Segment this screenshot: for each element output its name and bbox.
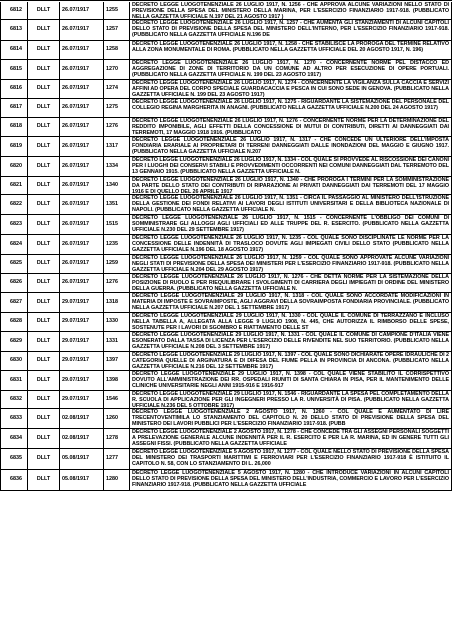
- decree-date: 02.08/1917: [59, 409, 103, 428]
- act-type: DLLT: [27, 137, 59, 156]
- law-number: 1397: [103, 352, 129, 370]
- decree-number: 6832: [0, 391, 27, 408]
- act-type: DLLT: [27, 429, 59, 448]
- decree-date: 26.07/1917: [59, 80, 103, 98]
- table-row: [0, 449, 452, 470]
- decree-date: 26.07/1917: [59, 235, 103, 254]
- law-number: 1275: [103, 99, 129, 117]
- act-type: DLLT: [27, 470, 59, 490]
- decree-description: DECRETO LEGGE LUOGOTENENZIALE 26 LUGLIO 1917, N. 1351 - CIRCA IL PASSAGGIO AL MINISTERO DELL'ISTRUZIONE DELLA GESTIONE DEI FONDI RELATIVI AI LAVORI DEGLI ISTITUTI UNIVERSITARI E DELLA BIBLIOTECA NAZIONALE DI NAPOLI. (PUBBLICATO NELLA GAZZETTA UFFICIALE N.: [129, 195, 452, 214]
- decree-date: 26.07/1917: [59, 274, 103, 292]
- decree-number: 6834: [0, 429, 27, 448]
- table-row: [0, 41, 452, 60]
- table-row: [0, 313, 452, 332]
- table-row: [0, 352, 452, 371]
- act-type: DLLT: [27, 313, 59, 331]
- decree-number: 6814: [0, 41, 27, 59]
- decree-date: 26.07/1917: [59, 157, 103, 176]
- act-type: DLLT: [27, 449, 59, 469]
- decree-number: 6818: [0, 118, 27, 136]
- law-number: 1274: [103, 80, 129, 98]
- decree-description: DECRETO LEGGE LUOGOTENENZIALE 29 LUGLIO 1917, N. 1546 - RIGUARDANTE LA SPESA PEL COMPLETAMENTO DELLA R. SCUOLA DI APPLICAZIONE PER GLI INGEGNERI PRESSO LA R. UNIVERSITÀ DI PISA. (PUBBLICATO NELLA GAZZETTA UFFICIALE N.236 DEL 5 OTTOBRE 1917): [129, 391, 452, 408]
- act-type: DLLT: [27, 177, 59, 194]
- law-number: 1331: [103, 332, 129, 351]
- decree-number: 6836: [0, 470, 27, 490]
- decree-date: 05.08/1917: [59, 449, 103, 469]
- table-row: [0, 470, 452, 491]
- table-row: [0, 195, 452, 215]
- decree-description: DECRETO LEGGE LUOGOTENENZIALE 26 LUGLIO 1917, N. 1256 - CHE APPROVA ALCUNE VARIAZIONI NELLO STATO DI PREVISIONE DELLA SPESA DEL MINISTERO DELLA MARINA, PER L'ESERCIZIO FINANZIARIO 1917-918. (PUBBLICATO NELLA GAZZETTA UFFICIALE N.197 DEL 21 AGOSTO 1917 ): [129, 2, 452, 19]
- decree-date: 29.07/1917: [59, 332, 103, 351]
- decree-number: 6833: [0, 409, 27, 428]
- law-number: 1258: [103, 41, 129, 59]
- table-row: [0, 235, 452, 255]
- table-row: [0, 80, 452, 99]
- decree-date: 26.07/1917: [59, 255, 103, 273]
- act-type: DLLT: [27, 293, 59, 312]
- table-row: [0, 137, 452, 157]
- decree-date: 26.07/1917: [59, 2, 103, 19]
- act-type: DLLT: [27, 332, 59, 351]
- decree-description: DECRETO LEGGE LUOGOTENENZIALE 26 LUGLIO 1917, N. 1258 - CHE STABILISCE LA PROROGA DEL TERMINE RELATIVO ALLA ZONA MONUMENTALE DI ROMA. (PUBBLICATO NELLA GAZZETTA UFFICIALE DEL 20 AGOSTO 1917, N. 196): [129, 41, 452, 59]
- table-row: [0, 274, 452, 293]
- decree-description: DECRETO LEGGE LUOGOTENENZIALE 26 LUGLIO 1917, N. 1275 - RIGUARDANTE LA SISTEMAZIONE DEL PERSONALE DEL COLLEGIO REGINA MARGHERITA IN ANAGNI. (PUBBLICATO NELLA GAZZETTA UFFICIALE N.200 DEL 24 AGOSTO 1917): [129, 99, 452, 117]
- law-number: 1546: [103, 391, 129, 408]
- table-row: [0, 371, 452, 391]
- act-type: DLLT: [27, 195, 59, 214]
- law-number: 1259: [103, 255, 129, 273]
- decree-number: 6835: [0, 449, 27, 469]
- table-row: [0, 332, 452, 352]
- decree-description: DECRETO LEGGE LUOGOTENENZIALE 26 LUGLIO 1917, N. 1276 - CHE DETTA NORME PER LA SISTEMAZIONE DELLA POSIZIONE DI RUOLO E PER RIEQUILIBRARE I SVOLGIMENTI DI CARRIERA DEGLI IMPIEGATI DI ORDINE DEL MINISTERO DELLA GUERRA. (PUBBLICATO NELLA GAZZETTA UFFICIALE N.: [129, 274, 452, 292]
- decree-description: DECRETO LEGGE LUOGOTENENZIALE 26 LUGLIO 1917, N. 1334 - COL QUALE SI PROVVEDE AL RISCOSSIONE DEI CANONI PER I LUOGHI DEI CONSERVI STABILI E PROVVEDIMENTI OCCORRENTI NEI COMUNI DANNEGGIATI DAL TERREMOTO DEL 13 GENNAIO 1915. (PUBBLICATO NELLA GAZZETTA UFFICIALE N.: [129, 157, 452, 176]
- decree-description: DECRETO LEGGE LUOGOTENENZIALE 29 LUGLIO 1917, N. 1331 - COL QUALE IL COMUNE DI CAMPIONE D'ITALIA VIENE ESONERATO DALLA TASSA DI LICENZA PER L'ESERCIZIO DELLE RIVENDITE NEL SUO TERRITORIO. (PUBBLICATO NELLA GAZZETTA UFFICIALE N.208 DEL 3 SETTEMBRE 1917): [129, 332, 452, 351]
- decree-date: 26.07/1917: [59, 60, 103, 79]
- act-type: DLLT: [27, 274, 59, 292]
- table-row: [0, 177, 452, 195]
- law-number: 1260: [103, 409, 129, 428]
- law-number: 1235: [103, 235, 129, 254]
- decree-date: 26.07/1917: [59, 215, 103, 234]
- decree-number: 6828: [0, 313, 27, 331]
- decree-date: 26.07/1917: [59, 41, 103, 59]
- act-type: DLLT: [27, 409, 59, 428]
- table-row: [0, 60, 452, 80]
- decree-date: 26.07/1917: [59, 137, 103, 156]
- decree-number: 6816: [0, 80, 27, 98]
- decree-number: 6815: [0, 60, 27, 79]
- decree-description: DECRETO LEGGE LUOGOTENENZIALE 26 LUGLIO 1917, N. 1235 - COL QUALE SONO DISCIPLINATE LE NORME PER LA CONCESSIONE DELLE INDENNITÀ DI TRASLOCO DOVUTE AGLI IMPIEGATI CIVILI DELLO STATO (PUBBLICATO NELLA GAZZETTA UFFICIALE N.196 DEL 18 AGOSTO 1917): [129, 235, 452, 254]
- law-number: 1398: [103, 371, 129, 390]
- decree-date: 29.07/1917: [59, 293, 103, 312]
- decree-description: DECRETO LEGGE LUOGOTENENZIALE 29 LUGLIO 1917, N. 1398 - COL QUALE VIENE STABILITO IL CORRISPETTIVO DOVUTO ALL'AMMINISTRAZIONE DEI RR. OSPEDALI RIUNITI DI SANTA CHIARA IN PISA, PER IL MANTENIMENTO DELLE CLINICHE UNIVERSITARIE NEGLI ANNI 1915-916 E 1916-917: [129, 371, 452, 390]
- act-type: DLLT: [27, 157, 59, 176]
- decree-description: DECRETO LEGGE LUOGOTENENZIALE 26 LUGLIO 1917, N. 1276 - CONCERNENTE NORME PER LA DETERMINAZIONE DEL REDDITO IMPONIBILE, AGLI EFFETTI DELLA CONCESSIONE DI MUTUI DI CONTRIBUTI, DIRETTI AI DANNEGGIATI DAI TERREMOTI, 17 MAGGIO 1918 1916. (PUBBLICATO: [129, 118, 452, 136]
- decree-description: DECRETO LEGGE LUOGOTENENZIALE 26 LUGLIO 1917, N. 1515 - CONCERNENTE L'OBBLIGO DEI COMUNI DI SOMMINISTRARE GLI ALLOGGI AGLI UFFICIALI ED ALLE TRUPPE DEL R. ESERCITO. (PUBBLICATO NELLA GAZZETTA UFFICIALE N.230 DEL 29 SETTEMBRE 1917): [129, 215, 452, 234]
- law-number: 1270: [103, 60, 129, 79]
- decree-description: DECRETO LEGGE LUOGOTENENZIALE 26 LUGLIO 1917, N. 1257 - CHE AUMENTA GLI STANZIAMENTI DI ALCUNI CAPITOLI DELLO STATO DI PREVISIONE DELLA SPESA DEL MINISTERO DELL'INTERNO, PER L'ESERCIZIO FINANZIARIO 1917-918. (PUBBLICATO NELLA GAZZETTA UFFICIALE N.196 DE: [129, 20, 452, 40]
- decree-number: 6813: [0, 20, 27, 40]
- decree-number: 6824: [0, 235, 27, 254]
- decree-date: 26.07/1917: [59, 118, 103, 136]
- decree-date: 26.07/1917: [59, 177, 103, 194]
- law-number: 1340: [103, 177, 129, 194]
- law-number: 1277: [103, 449, 129, 469]
- act-type: DLLT: [27, 2, 59, 19]
- law-number: 1280: [103, 470, 129, 490]
- decree-number: 6825: [0, 255, 27, 273]
- decree-date: 26.07/1917: [59, 99, 103, 117]
- law-number: 1257: [103, 20, 129, 40]
- decree-number: 6823: [0, 215, 27, 234]
- decree-date: 05.08/1917: [59, 470, 103, 490]
- decree-description: DECRETO LEGGE LUOGOTENENZIALE 2 AGOSTO 1917, N. 1278 - CHE CONCEDE TRA GLI ASSEGNI PERSONALI SOGGETTI A PRELEVAZIONE GENERALE ALCUNE INDENNITÀ PER IL R. ESERCITO E PER LA R. MARINA, ED IN GENERE TUTTI GLI ASSEGNI FISSI. (PUBBLICATO NELLA GAZZETTA UFFICIALE: [129, 429, 452, 448]
- decree-description: DECRETO LEGGE LUOGOTENENZIALE 26 LUGLIO 1917, N. 1274 - CONCERNENTE LA VIGILANZA SULLA CACCIA E SERVIZI AFFINI AD OPERA DEL CORPO SPECIALE GUARDACACCIA E PESCA IN CUI SONO SEDE IN GENOVA. (PUBBLICATO NELLA GAZZETTA UFFICIALE N. 199 DEL 23 AGOSTO 1917): [129, 80, 452, 98]
- decree-date: 26.07/1917: [59, 20, 103, 40]
- table-row: [0, 293, 452, 313]
- decree-description: DECRETO LEGGE LUOGOTENENZIALE 29 LUGLIO 1917, N. 1318 - COL QUALE SONO ACCORDATE MODIFICAZIONI IN MATERIA DI IMPOSTE E SOVRAIMPOSTE, AGLI AGGRAVI DELLA SOVRAIMPOSTA FONDIARIA PROVINCIALE. (PUBBLICATO NELLA GAZZETTA UFFICIALE N.207 DEL 1 SETTEMBRE 1917): [129, 293, 452, 312]
- law-number: 1276: [103, 118, 129, 136]
- decree-number: 6831: [0, 371, 27, 390]
- act-type: DLLT: [27, 60, 59, 79]
- law-number: 1317: [103, 137, 129, 156]
- law-number: 1515: [103, 215, 129, 234]
- law-number: 1351: [103, 195, 129, 214]
- law-number: 1330: [103, 313, 129, 331]
- act-type: DLLT: [27, 80, 59, 98]
- decree-number: 6817: [0, 99, 27, 117]
- table-row: [0, 20, 452, 41]
- table-row: [0, 429, 452, 449]
- decree-description: DECRETO LEGGE LUOGOTENENZIALE 29 LUGLIO 1917, N. 1330 - COL QUALE IL COMUNE DI TERRAZZANO È INCLUSO NELLA TABELLA A, ALLEGATA ALLA LEGGE 9 LUGLIO 1908, N. 445, CHE AUTORIZZA IL RIMBORSO DELLE SPESE, SOSTENUTE PER I LAVORI DI SGOMBRO E RIATTAMENTO DELLE ST: [129, 313, 452, 331]
- decree-date: 29.07/1917: [59, 391, 103, 408]
- decree-description: DECRETO LEGGE LUOGOTENENZIALE 2 AGOSTO 1917, N. 1260 - COL QUALE È AUMENTATO DI LIRE TRECENTOVENTIMILA LO STANZIAMENTO DEL CAPITOLO N. 20 DELLO STATO DI PREVISIONE DELLA SPESA DEL MINISTERO DEI LAVORI PUBBLICI PER L'ESERCIZIO FINANZIARIO 1917-918. (PUBB: [129, 409, 452, 428]
- decree-date: 29.07/1917: [59, 313, 103, 331]
- decree-description: DECRETO LEGGE LUOGOTENENZIALE 29 LUGLIO 1917, N. 1397 - COL QUALE SONO DICHIARATE OPERE IDRAULICHE DI 2 CATEGORIA QUELLE DI ARGINATURA E DI DIFESA DEL FIUME PELLA IN PROVINCIA DI ANCONA. (PUBBLICATO NELLA GAZZETTA UFFICIALE N.216 DEL 12 SETTEMBRE 1917): [129, 352, 452, 370]
- act-type: DLLT: [27, 41, 59, 59]
- decree-number: 6827: [0, 293, 27, 312]
- decree-date: 02.08/1917: [59, 429, 103, 448]
- decree-description: DECRETO LEGGE LUOGOTENENZIALE 5 AGOSTO 1917, N. 1277 - COL QUALE NELLO STATO DI PREVISIONE DELLA SPESA DEL MINISTERO DEI TRASPORTI MARITTIMI E FERROVIARI PER L'ESERCIZIO FINANZIARIO 1917-918 È ISTITUITO IL CAPITOLO N. 58, CON LO STANZIAMENTO DI L. 26,000: [129, 449, 452, 469]
- table-row: [0, 118, 452, 137]
- act-type: DLLT: [27, 255, 59, 273]
- act-type: DLLT: [27, 20, 59, 40]
- decree-number: 6830: [0, 352, 27, 370]
- decree-description: DECRETO LEGGE LUOGOTENENZIALE 26 LUGLIO 1917, N. 1259 - COL QUALE SONO APPROVATE ALCUNE VARIAZIONI NEGLI STATI DI PREVISIONE DELLA SPESA DEI MINISTERI PER L'ESERCIZIO FINANZIARIO 1917-918. (PUBBLICATO NELLA GAZZETTA UFFICIALE N.204 DEL 29 AGOSTO 1917): [129, 255, 452, 273]
- decree-description: DECRETO LEGGE LUOGOTENENZIALE 26 LUGLIO 1917, N. 1340 - CHE PROROGA I TERMINI PER LA SOMMINISTRAZIONE DA PARTE DELLO STATO DEI CONTRIBUTI DI RIPARAZIONE AI PRIVATI DANNEGGIATI DAI TERREMOTI DEL 17 MAGGIO 1916 E DI QUELLO DEL 26 APRILE 1917: [129, 177, 452, 194]
- table-row: [0, 99, 452, 118]
- act-type: DLLT: [27, 371, 59, 390]
- table-row: [0, 215, 452, 235]
- decree-number: 6819: [0, 137, 27, 156]
- decree-number: 6812: [0, 2, 27, 19]
- act-type: DLLT: [27, 235, 59, 254]
- table-row: [0, 409, 452, 429]
- decree-number: 6822: [0, 195, 27, 214]
- decree-description: DECRETO LEGGE LUOGOTENENZIALE 26 LUGLIO 1917, N. 1317 - CHE CONCEDE UN ULTERIORE DELL'IMPOSTA FONDIARIA ERARIALE AI PROPRIETARI DI TERRENI DANNEGGIATI DALLE INONDAZIONI DEL MAGGIO E GIUGNO 1917. (PUBBLICATO NELLA GAZZETTA UFFICIALE N.207: [129, 137, 452, 156]
- decree-number: 6821: [0, 177, 27, 194]
- table-row: [0, 391, 452, 409]
- law-number: 1255: [103, 2, 129, 19]
- act-type: DLLT: [27, 352, 59, 370]
- decree-description: DECRETO LEGGE LUOGOTENENZIALE 5 AGOSTO 1917, N. 1280 - CHE INTRODUCE VARIAZIONI IN ALCUNI CAPITOLI DELLO STATO DI PREVISIONE DELLA SPESA DEL MINISTERO DELL'INDUSTRIA, COMMERCIO E LAVORO PER L'ESERCIZIO FINANZIARIO 1917-918. (PUBBLICATO NELLA GAZZETTA UFFICIALE: [129, 470, 452, 490]
- law-number: 1334: [103, 157, 129, 176]
- table-row: [0, 157, 452, 177]
- law-number: 1278: [103, 429, 129, 448]
- decree-date: 26.07/1917: [59, 195, 103, 214]
- act-type: DLLT: [27, 118, 59, 136]
- decree-description: DECRETO LEGGE LUOGOTENENZIALE 26 LUGLIO 1917, N. 1270 - CONCERNENTE NORME PEL DISTACCO ED AGGREGAZIONE DI ZONE DI TERRITORIO DA UN COMUNE AD ALTRO PER ESECUZIONE DI OPERE PORTUALI. (PUBBLICATO NELLA GAZZETTA UFFICIALE N. 199 DEL 23 AGOSTO 1917): [129, 60, 452, 79]
- decree-number: 6820: [0, 157, 27, 176]
- decree-date: 29.07/1917: [59, 352, 103, 370]
- law-number: 1276: [103, 274, 129, 292]
- table-row: [0, 255, 452, 274]
- act-type: DLLT: [27, 99, 59, 117]
- decree-date: 29.07/1917: [59, 371, 103, 390]
- decree-number: 6829: [0, 332, 27, 351]
- table-row: [0, 2, 452, 20]
- decree-number: 6826: [0, 274, 27, 292]
- act-type: DLLT: [27, 391, 59, 408]
- act-type: DLLT: [27, 215, 59, 234]
- law-number: 1318: [103, 293, 129, 312]
